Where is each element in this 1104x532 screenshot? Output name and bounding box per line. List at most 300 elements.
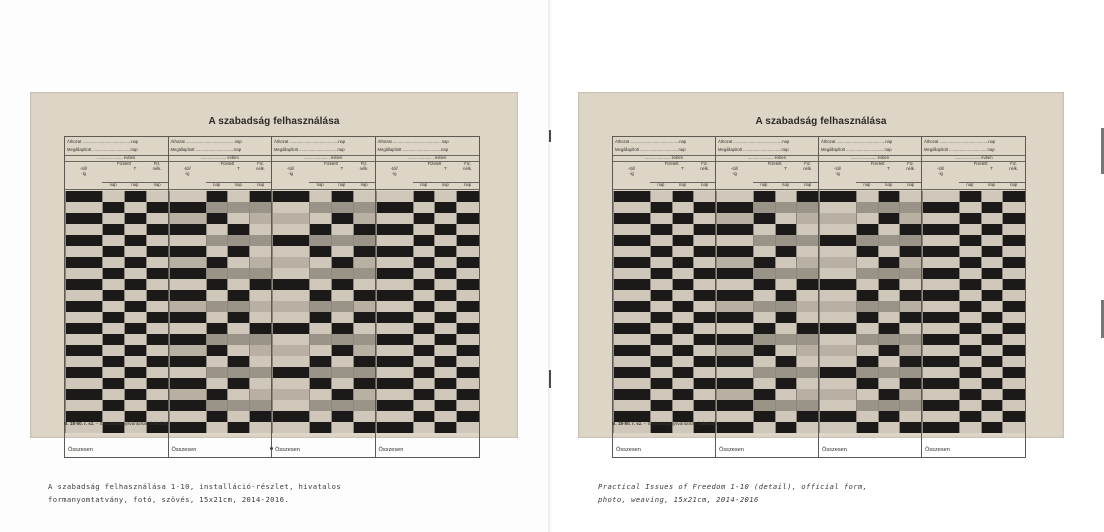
weave-cell xyxy=(614,202,650,213)
weave-cell xyxy=(960,334,981,345)
weave-cell xyxy=(377,389,413,400)
form-section xyxy=(716,137,819,457)
weave-cell xyxy=(960,323,981,334)
weave-cell xyxy=(694,389,715,400)
weave-cell xyxy=(820,389,856,400)
weave-cell xyxy=(125,323,146,334)
weave-cell xyxy=(754,422,775,433)
weave-cell xyxy=(923,202,959,213)
tol-ig-label: -tól/ -ig xyxy=(183,166,191,176)
weave-cell xyxy=(273,290,309,301)
weave-cell xyxy=(250,345,271,356)
athozat-text: Áthozat ..........................................nap xyxy=(718,139,790,144)
weave-cell xyxy=(250,191,271,202)
weave-cell xyxy=(820,246,856,257)
weave-cell xyxy=(377,268,413,279)
weave-cell xyxy=(694,312,715,323)
weave-cell xyxy=(673,334,694,345)
weave-strip xyxy=(272,191,309,433)
weave-cell xyxy=(879,334,900,345)
weave-cell xyxy=(820,202,856,213)
weave-cell xyxy=(879,367,900,378)
weave-cell xyxy=(250,301,271,312)
woven-area xyxy=(922,191,1025,433)
weave-cell xyxy=(797,378,818,389)
weave-cell xyxy=(694,290,715,301)
weave-cell xyxy=(310,323,331,334)
weave-cell xyxy=(207,312,228,323)
weave-cell xyxy=(457,257,479,268)
weave-cell xyxy=(923,268,959,279)
weave-cell xyxy=(614,367,650,378)
weave-cell xyxy=(1003,334,1025,345)
weave-cell xyxy=(900,235,921,246)
weave-cell xyxy=(797,323,818,334)
weave-cell xyxy=(354,235,375,246)
weave-cell xyxy=(147,224,168,235)
weave-cell xyxy=(797,422,818,433)
weave-cell xyxy=(250,235,271,246)
weave-cell xyxy=(170,257,206,268)
weave-cell xyxy=(414,301,435,312)
megallapitott-line xyxy=(378,147,478,152)
weave-cell xyxy=(170,334,206,345)
weave-cell xyxy=(332,224,353,235)
weave-cell xyxy=(982,279,1003,290)
weave-cell xyxy=(879,422,900,433)
athozat-text: Áthozat ..........................................nap xyxy=(615,139,687,144)
weave-cell xyxy=(435,422,456,433)
weave-cell xyxy=(717,378,753,389)
weave-cell xyxy=(207,213,228,224)
athozat-line xyxy=(821,139,919,144)
header-rule xyxy=(922,189,1025,190)
weave-cell xyxy=(776,235,797,246)
weave-cell xyxy=(900,246,921,257)
weave-cell xyxy=(879,290,900,301)
weave-cell xyxy=(879,378,900,389)
weave-cell xyxy=(103,224,124,235)
weave-cell xyxy=(414,389,435,400)
weave-cell xyxy=(457,411,479,422)
weave-cell xyxy=(960,268,981,279)
weave-cell xyxy=(250,411,271,422)
weave-cell xyxy=(332,290,353,301)
weave-cell xyxy=(457,389,479,400)
weave-cell xyxy=(273,323,309,334)
woven-area xyxy=(613,191,715,433)
page-dot xyxy=(270,447,273,450)
weave-cell xyxy=(673,323,694,334)
weave-cell xyxy=(923,257,959,268)
weave-cell xyxy=(354,389,375,400)
weave-cell xyxy=(170,224,206,235)
weave-cell xyxy=(900,356,921,367)
weave-cell xyxy=(170,246,206,257)
weave-cell xyxy=(960,246,981,257)
weave-cell xyxy=(332,202,353,213)
weave-cell xyxy=(147,312,168,323)
weave-cell xyxy=(457,367,479,378)
weave-cell xyxy=(717,356,753,367)
weave-cell xyxy=(717,224,753,235)
weave-cell xyxy=(879,224,900,235)
weave-cell xyxy=(717,301,753,312)
weave-cell xyxy=(923,246,959,257)
weave-cell xyxy=(273,301,309,312)
weave-cell xyxy=(207,301,228,312)
weave-cell xyxy=(717,202,753,213)
weave-cell xyxy=(614,224,650,235)
header-rule xyxy=(613,189,715,190)
weave-cell xyxy=(923,422,959,433)
nap-label: nap xyxy=(760,182,768,187)
gutter-mark xyxy=(549,370,551,388)
weave-cell xyxy=(207,323,228,334)
weave-cell xyxy=(820,400,856,411)
weave-cell xyxy=(377,235,413,246)
weave-cell xyxy=(310,400,331,411)
weave-cell xyxy=(717,367,753,378)
weave-cell xyxy=(332,389,353,400)
fizetett-label: Fizetett xyxy=(427,161,442,166)
weave-cell xyxy=(982,389,1003,400)
weave-strip xyxy=(146,191,168,433)
weave-cell xyxy=(982,345,1003,356)
weave-cell xyxy=(435,312,456,323)
fiz-nelk-label: Fiz. nélk. xyxy=(803,161,813,171)
weave-cell xyxy=(250,323,271,334)
weave-cell xyxy=(857,345,878,356)
weave-strip xyxy=(1002,191,1025,433)
weave-cell xyxy=(900,191,921,202)
fizetett-label: Fizetett xyxy=(870,161,885,166)
weave-cell xyxy=(776,290,797,301)
weave-cell xyxy=(332,400,353,411)
weave-cell xyxy=(125,312,146,323)
weave-cell xyxy=(879,345,900,356)
weave-cell xyxy=(354,378,375,389)
weave-cell xyxy=(435,290,456,301)
weave-cell xyxy=(797,202,818,213)
weave-cell xyxy=(332,268,353,279)
weave-cell xyxy=(414,367,435,378)
weave-cell xyxy=(673,191,694,202)
weave-cell xyxy=(820,367,856,378)
weave-cell xyxy=(960,367,981,378)
weave-cell xyxy=(614,290,650,301)
weave-cell xyxy=(717,400,753,411)
weave-cell xyxy=(1003,213,1025,224)
weave-cell xyxy=(754,312,775,323)
weave-cell xyxy=(960,257,981,268)
nap-label: nap xyxy=(657,182,665,187)
nap-label: nap xyxy=(213,182,221,187)
weave-cell xyxy=(900,367,921,378)
weave-cell xyxy=(103,389,124,400)
weave-cell xyxy=(228,367,249,378)
weave-cell xyxy=(170,411,206,422)
weave-cell xyxy=(694,301,715,312)
weave-cell xyxy=(273,367,309,378)
weave-cell xyxy=(857,290,878,301)
weave-strip xyxy=(716,191,753,433)
weave-cell xyxy=(717,268,753,279)
athozat-text: Áthozat ..........................................nap xyxy=(377,139,449,144)
weave-cell xyxy=(651,290,672,301)
weave-cell xyxy=(457,356,479,367)
weave-cell xyxy=(332,191,353,202)
weave-cell xyxy=(754,400,775,411)
weave-cell xyxy=(310,257,331,268)
weave-cell xyxy=(250,312,271,323)
weave-cell xyxy=(960,235,981,246)
fiz-nelk-label: Fiz. nélk. xyxy=(256,161,266,171)
weave-cell xyxy=(332,301,353,312)
weave-cell xyxy=(923,389,959,400)
weave-cell xyxy=(457,422,479,433)
nap-label: nap xyxy=(782,182,790,187)
weave-cell xyxy=(250,290,271,301)
woven-area xyxy=(819,191,921,433)
weave-cell xyxy=(754,389,775,400)
weave-strip xyxy=(102,191,124,433)
woven-area xyxy=(716,191,818,433)
t-label: T xyxy=(990,166,993,171)
form-title: A szabadság felhasználása xyxy=(755,116,887,127)
nap-label: nap xyxy=(153,182,161,187)
weave-cell xyxy=(614,301,650,312)
nap-label: nap xyxy=(131,182,139,187)
weave-cell xyxy=(207,411,228,422)
weave-cell xyxy=(857,312,878,323)
weave-cell xyxy=(797,356,818,367)
weave-cell xyxy=(207,367,228,378)
weave-cell xyxy=(414,400,435,411)
weave-cell xyxy=(820,345,856,356)
weave-cell xyxy=(960,345,981,356)
weave-strip xyxy=(331,191,353,433)
tol-ig-label: -tól/ -ig xyxy=(628,166,636,176)
weave-cell xyxy=(900,312,921,323)
weave-cell xyxy=(960,422,981,433)
weave-cell xyxy=(717,345,753,356)
weave-cell xyxy=(857,268,878,279)
weave-cell xyxy=(960,202,981,213)
weave-cell xyxy=(228,378,249,389)
osszesen-label: Összesen xyxy=(68,447,93,453)
athozat-text: Áthozat ..........................................nap xyxy=(821,139,893,144)
weave-cell xyxy=(960,301,981,312)
woven-area xyxy=(376,191,480,433)
weave-cell xyxy=(900,323,921,334)
weave-cell xyxy=(147,202,168,213)
weave-cell xyxy=(717,323,753,334)
weave-cell xyxy=(332,334,353,345)
weave-cell xyxy=(310,356,331,367)
weave-strip xyxy=(65,191,102,433)
weave-cell xyxy=(857,235,878,246)
osszesen-label: Összesen xyxy=(378,447,404,453)
form-section xyxy=(819,137,922,457)
evben-label: ...................... évben xyxy=(304,155,343,160)
weave-cell xyxy=(273,411,309,422)
weave-cell xyxy=(614,323,650,334)
weave-cell xyxy=(857,422,878,433)
weave-cell xyxy=(673,268,694,279)
weave-cell xyxy=(754,191,775,202)
weave-cell xyxy=(354,356,375,367)
weave-cell xyxy=(651,279,672,290)
weave-cell xyxy=(1003,301,1025,312)
nap-label: nap xyxy=(863,182,871,187)
evben-label: ...................... évben xyxy=(747,155,787,160)
weave-cell xyxy=(879,389,900,400)
weave-cell xyxy=(651,378,672,389)
header-rule xyxy=(716,189,818,190)
weave-cell xyxy=(332,323,353,334)
weave-cell xyxy=(435,235,456,246)
artwork-form-right xyxy=(578,92,1064,453)
weave-cell xyxy=(797,235,818,246)
weave-cell xyxy=(103,378,124,389)
header-rule xyxy=(272,189,375,190)
megallapitott-line xyxy=(718,147,816,152)
weave-cell xyxy=(414,356,435,367)
weave-cell xyxy=(1003,323,1025,334)
weave-cell xyxy=(273,400,309,411)
weave-cell xyxy=(354,367,375,378)
weave-cell xyxy=(250,202,271,213)
weave-cell xyxy=(332,246,353,257)
weave-cell xyxy=(820,422,856,433)
weave-cell xyxy=(879,411,900,422)
artwork-form-left xyxy=(30,92,518,453)
weave-cell xyxy=(820,290,856,301)
weave-cell xyxy=(125,290,146,301)
weave-cell xyxy=(776,411,797,422)
weave-cell xyxy=(228,290,249,301)
weave-cell xyxy=(457,279,479,290)
osszesen-label: Összesen xyxy=(925,447,950,453)
weave-cell xyxy=(457,301,479,312)
weave-cell xyxy=(435,367,456,378)
weave-cell xyxy=(900,422,921,433)
weave-cell xyxy=(673,224,694,235)
weave-cell xyxy=(879,202,900,213)
weave-cell xyxy=(900,389,921,400)
osszesen-label: Összesen xyxy=(719,447,744,453)
weave-cell xyxy=(717,389,753,400)
t-label: T xyxy=(784,166,787,171)
weave-cell xyxy=(857,202,878,213)
weave-cell xyxy=(354,202,375,213)
weave-cell xyxy=(354,334,375,345)
weave-cell xyxy=(776,312,797,323)
weave-cell xyxy=(717,257,753,268)
weave-cell xyxy=(614,389,650,400)
weave-cell xyxy=(820,334,856,345)
weave-cell xyxy=(1003,279,1025,290)
weave-cell xyxy=(332,422,353,433)
weave-cell xyxy=(310,345,331,356)
weave-strip xyxy=(981,191,1003,433)
weave-cell xyxy=(250,268,271,279)
weave-cell xyxy=(879,235,900,246)
weave-cell xyxy=(310,301,331,312)
weave-cell xyxy=(960,290,981,301)
weave-cell xyxy=(923,224,959,235)
weave-cell xyxy=(377,345,413,356)
weave-cell xyxy=(879,268,900,279)
weave-cell xyxy=(960,400,981,411)
weave-cell xyxy=(310,191,331,202)
weave-cell xyxy=(103,213,124,224)
osszesen-label: Összesen xyxy=(616,447,641,453)
weave-cell xyxy=(754,378,775,389)
weave-cell xyxy=(414,257,435,268)
weave-strip xyxy=(227,191,249,433)
weave-cell xyxy=(717,246,753,257)
weave-cell xyxy=(147,345,168,356)
weave-cell xyxy=(651,389,672,400)
weave-cell xyxy=(776,389,797,400)
weave-cell xyxy=(982,246,1003,257)
header-rule xyxy=(169,189,272,190)
weave-cell xyxy=(228,279,249,290)
weave-strip xyxy=(775,191,797,433)
weave-cell xyxy=(857,246,878,257)
weave-cell xyxy=(66,202,102,213)
weave-cell xyxy=(776,224,797,235)
weave-cell xyxy=(435,400,456,411)
weave-cell xyxy=(960,411,981,422)
weave-strip xyxy=(309,191,331,433)
weave-cell xyxy=(982,356,1003,367)
weave-cell xyxy=(207,345,228,356)
weave-cell xyxy=(651,191,672,202)
athozat-line xyxy=(924,139,1023,144)
weave-strip xyxy=(456,191,479,433)
weave-cell xyxy=(960,191,981,202)
weave-strip xyxy=(434,191,456,433)
weave-cell xyxy=(103,356,124,367)
weave-cell xyxy=(170,367,206,378)
weave-cell xyxy=(754,268,775,279)
weave-cell xyxy=(310,367,331,378)
weave-cell xyxy=(170,290,206,301)
weave-cell xyxy=(694,257,715,268)
caption-line: Practical Issues of Freedom 1-10 (detail), official form, xyxy=(598,482,868,491)
megallapitott-line xyxy=(171,147,270,152)
fizetett-label: Fizetett xyxy=(767,161,782,166)
weave-cell xyxy=(820,224,856,235)
weave-cell xyxy=(207,235,228,246)
weave-cell xyxy=(614,378,650,389)
weave-cell xyxy=(414,213,435,224)
tol-ig-label: -tól/ -ig xyxy=(390,166,398,176)
weave-cell xyxy=(673,367,694,378)
woven-area xyxy=(65,191,168,433)
weave-cell xyxy=(310,378,331,389)
weave-cell xyxy=(651,334,672,345)
weave-cell xyxy=(435,202,456,213)
weave-cell xyxy=(776,257,797,268)
weave-cell xyxy=(354,268,375,279)
athozat-text: Áthozat ..........................................nap xyxy=(274,139,346,144)
fiz-nelk-label: Fiz. nélk. xyxy=(359,161,369,171)
weave-cell xyxy=(414,279,435,290)
